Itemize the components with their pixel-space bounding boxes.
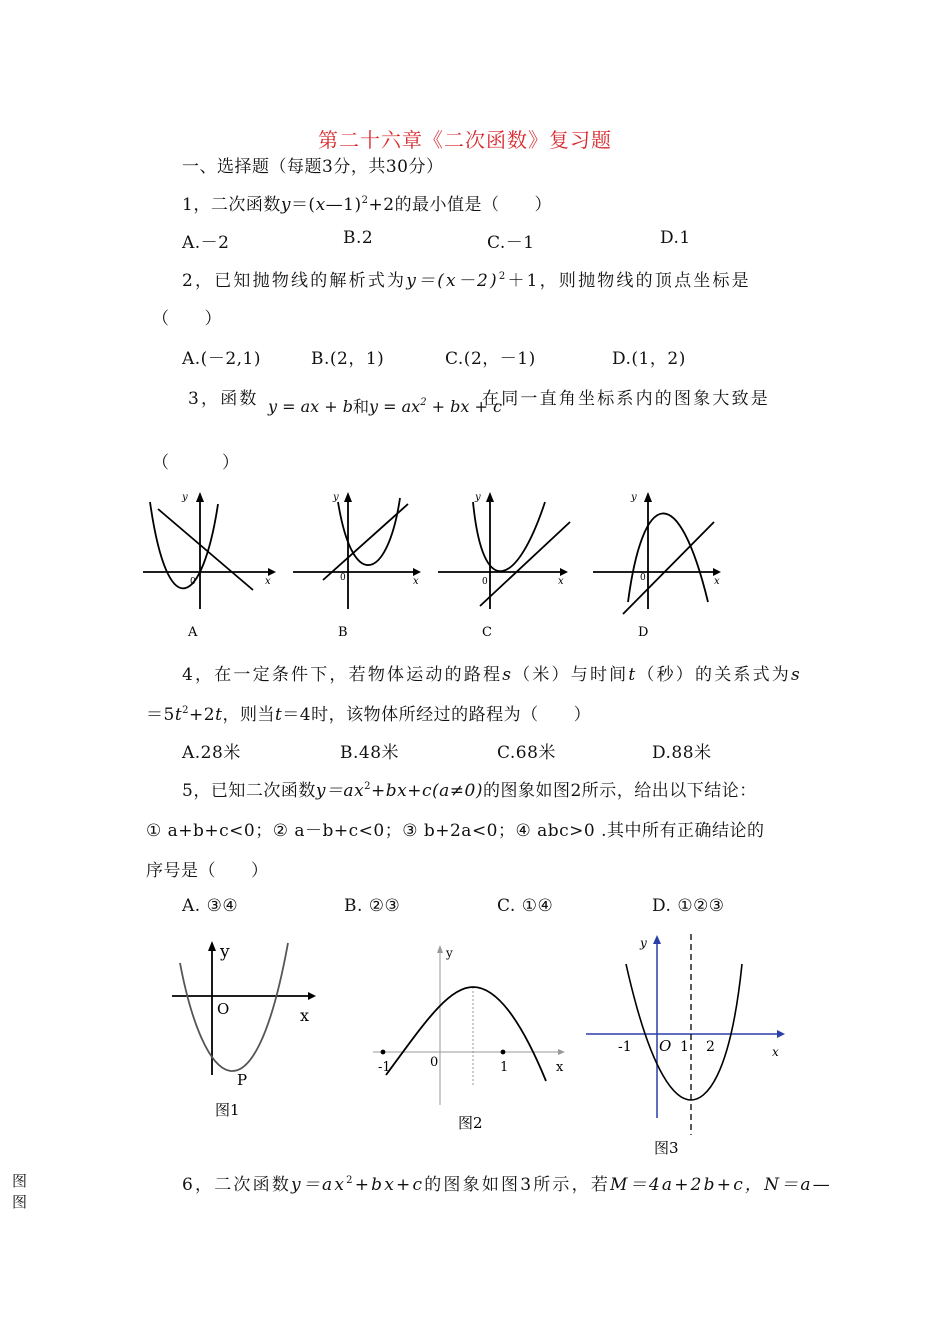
q4-line-2 [146,700,591,725]
graph-d-x-label: x [714,576,720,587]
fig2-x-label: x [556,1060,564,1075]
fig3-one-label: 1 [680,1039,689,1055]
q4-line-1 [182,660,802,685]
q4-cond: ，则当 [222,705,275,725]
q2-option-d: D.(1，2) [612,349,686,369]
graph-a [143,492,276,609]
fig3-y-label: y [640,936,647,950]
margin-note-1: 图 [12,1172,28,1190]
q2-suffix: ，则抛物线的顶点坐标是 [539,271,751,291]
q4-unit-t: （秒）的关系式为 [637,665,792,685]
q5-line-2: ① a+b+c<0；② a－b+c<0；③ b+2a<0；④ abc>0 .其中所有正确结论的 [146,821,765,841]
q5-line-3: 序号是（ ） [146,861,269,881]
q3-formula-join: 和 [353,397,370,416]
q2-sup: 2 [498,271,508,282]
q5-prefix: 5，已知二次函数 [182,781,316,801]
q1-suffix: 的最小值是（ ） [394,195,553,215]
q1-rest: —1) [325,195,362,215]
q3-formula-quad: y = ax [369,397,421,416]
q4-option-b: B.48米 [340,743,400,763]
q3-suffix: 在同一直角坐标系内的图象大致是 [482,389,770,409]
graph-a-label: A [188,625,198,640]
graph-c [438,492,570,609]
fig3-caption: 图3 [654,1139,679,1157]
q6-m: M＝4a+2b+c，N＝a— [610,1175,832,1195]
q1-option-b: B.2 [343,228,374,248]
q4-t-sq: t [174,705,183,725]
q5-line1-end: 的图象如图2所示，给出以下结论： [482,781,757,801]
fig1-origin-label: O [217,1000,230,1018]
q6-sup: 2 [346,1175,355,1186]
q4-end: ＝4时，该物体所经过的路程为（ ） [282,705,592,725]
question-1 [182,190,552,215]
q4-unit-s: （米）与时间 [513,665,629,685]
q2-prefix: 2，已知抛物线的解析式为 [182,271,407,291]
graph-a-y-label: y [182,492,188,503]
figure-1 [168,935,328,1125]
section-heading: 一、选择题（每题3分，共30分） [182,157,444,177]
graph-b-x-label: x [413,576,419,587]
question-2 [182,266,751,291]
q2-option-a: A.(－2,1) [182,349,261,369]
q4-s: s [502,665,514,685]
q6-prefix: 6，二次函数 [182,1175,292,1195]
graph-c-x-label: x [558,576,564,587]
q4-eq: ＝5 [146,705,175,725]
q5-sup: 2 [364,781,372,792]
page-title: 第二十六章《二次函数》复习题 [318,128,612,152]
q3-answer-paren: （ ） [152,453,240,473]
q5-option-d: D. ①②③ [652,896,725,916]
fig3-two-label: 2 [706,1039,715,1055]
q4-option-d: D.88米 [652,743,712,763]
fig1-caption: 图1 [215,1101,240,1119]
fig1-x-label: x [300,1006,310,1025]
q1-option-d: D.1 [660,228,691,248]
fig2-neg1-label: -1 [378,1060,391,1075]
q3-prefix: 3，函数 [188,389,259,409]
graph-b-label: B [338,625,348,640]
q2-answer-paren: （ ） [152,309,222,329]
figure-3 [582,930,792,1160]
q6-mid: 的图象如图3所示，若 [424,1175,611,1195]
fig3-neg1-label: -1 [618,1039,632,1055]
q1-option-c: C.－1 [487,233,535,253]
q5-formula: y＝ax [315,781,365,801]
q1-tail: +2 [368,195,395,215]
q4-t2: t [215,705,223,725]
q4-t3: t [274,705,283,725]
graph-b [293,492,421,609]
q5-option-b: B. ②③ [344,896,401,916]
q1-eq: ＝( [290,195,316,215]
graph-d-origin: 0 [640,573,646,583]
fig1-vertex-label: P [237,1071,248,1089]
q5-formula-tail: +bx+c(a≠0) [371,781,483,801]
q3-formula [268,394,502,417]
q3-graphs [138,484,738,644]
graph-a-x-label: x [265,576,271,587]
q2-option-c: C.(2，－1) [445,349,536,369]
graph-a-origin: 0 [190,577,196,587]
graph-d-label: D [638,625,649,640]
q5-option-c: C. ①④ [497,896,554,916]
graph-d [593,492,721,614]
q5-option-a: A. ③④ [182,896,239,916]
q3-formula-sup: 2 [420,397,427,408]
q4-sup: 2 [182,705,190,716]
q6-formula: y＝ax [291,1175,347,1195]
graph-d-y-label: y [631,492,637,503]
graph-b-origin: 0 [340,573,346,583]
fig3-x-label: x [772,1045,779,1059]
q4-prefix: 4，在一定条件下，若物体运动的路程 [182,665,503,685]
fig2-y-label: y [446,946,453,960]
fig2-zero-label: 0 [430,1055,439,1070]
fig3-origin-label: O [659,1037,672,1055]
q1-var-x: x [315,195,326,215]
q2-tail: ＋1 [507,271,540,291]
fig2-one-label: 1 [500,1060,509,1075]
fig1-y-label: y [220,942,230,962]
graph-c-label: C [482,625,492,640]
question-6 [182,1170,832,1195]
fig2-caption: 图2 [458,1114,483,1132]
q4-option-a: A.28米 [182,743,241,763]
q2-option-b: B.(2，1) [311,349,385,369]
q4-option-c: C.68米 [497,743,556,763]
graph-b-y-label: y [333,492,339,503]
q1-var-y: y [280,195,291,215]
q2-formula: y＝(x－2) [406,271,499,291]
q3-formula-linear: y = ax + b [268,397,353,416]
graph-c-y-label: y [475,492,481,503]
graph-c-origin: 0 [482,577,488,587]
q6-formula-tail: +bx+c [354,1175,425,1195]
q5-line-1 [182,776,757,801]
q1-prefix: 1，二次函数 [182,195,281,215]
q1-sup: 2 [361,195,369,206]
margin-note-2: 图 [12,1193,28,1211]
q3-formula-tail: + bx + c [426,397,502,416]
figure-2 [368,935,578,1135]
q4-t: t [628,665,638,685]
q4-s2: s [791,665,802,685]
q4-mid: +2 [189,705,216,725]
q1-option-a: A.－2 [182,233,230,253]
